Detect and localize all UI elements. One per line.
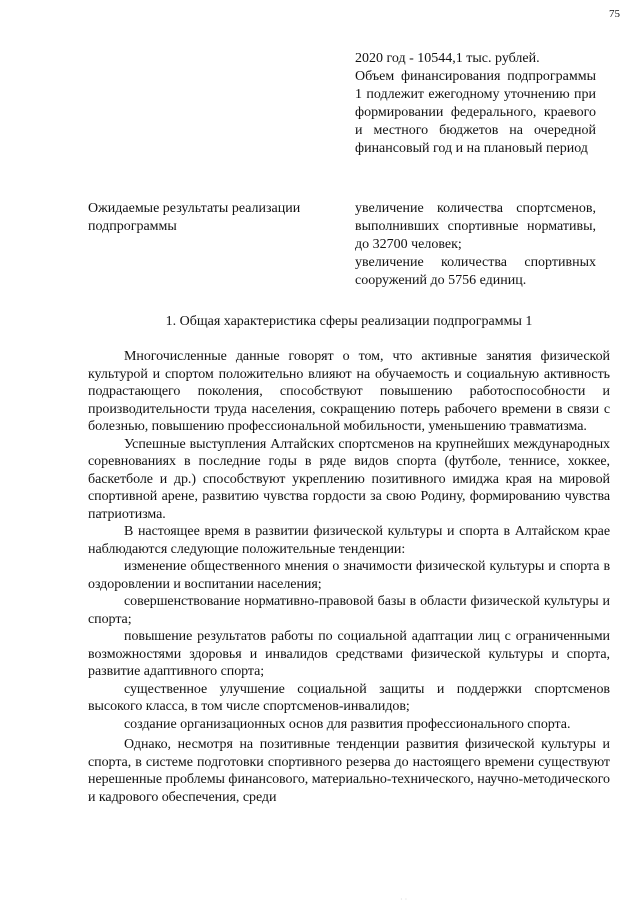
- paragraph: повышение результатов работы по социальной адаптации лиц с ограниченными возможностями здоровья и инвалидов средствами физической культуры и спорта, развитие адаптивного спорта;: [88, 629, 610, 679]
- paragraph: Однако, несмотря на позитивные тенденции развития физической культуры и спорта, в системе подготовки спортивного резерва до настоящего времени существуют нерешенные проблемы финансового, материально-технического, научно-методического и кадрового обеспечения, среди: [88, 737, 610, 805]
- funding-amount-2020: 2020 год - 10544,1 тыс. рублей.: [355, 51, 540, 66]
- funding-note: Объем финансирования подпрограммы 1 подлежит ежегодному уточнению при формировании федерального, краевого и местного бюджетов на очередной финансовый год и на плановый период: [355, 69, 596, 156]
- paragraph: изменение общественного мнения о значимости физической культуры и спорта в оздоровлении и воспитании населения;: [88, 559, 610, 592]
- paragraph: совершенствование нормативно-правовой базы в области физической культуры и спорта;: [88, 594, 610, 627]
- page-number: 75: [609, 8, 620, 20]
- paragraph: Успешные выступления Алтайских спортсменов на крупнейших международных соревнованиях в последние годы в ряде видов спорта (футболе, теннисе, хоккее, баскетболе и др.) способствуют укреплению позитивного имиджа края на мировой спортивной арене, развитию чувства гордости за свою Родину, формированию чувства патриотизма.: [88, 436, 610, 522]
- paragraph: В настоящее время в развитии физической культуры и спорта в Алтайском крае наблюдаются следующие положительные тенденции:: [88, 524, 610, 557]
- expected-results-label: Ожидаемые результаты реализации подпрограммы: [88, 201, 301, 234]
- expected-results-cell: [355, 200, 596, 290]
- paragraph: существенное улучшение социальной защиты и поддержки спортсменов высокого класса, в том числе спортсменов-инвалидов;: [88, 681, 610, 714]
- funding-cell: [355, 50, 596, 158]
- expected-result-item: увеличение количества спортсменов, выполнивших спортивные нормативы, до 32700 человек;: [355, 201, 596, 252]
- paragraph: создание организационных основ для развития профессионального спорта.: [124, 716, 571, 732]
- expected-result-item: увеличение количества спортивных сооружений до 5756 единиц.: [355, 255, 596, 288]
- paragraph: Многочисленные данные говорят о том, что активные занятия физической культурой и спортом положительно влияют на обучаемость и социальную активность подрастающего поколения, способствуют повышению работоспособности и производительности труда населения, сокращению потерь рабочего времени в связи с болезнью, повышению профессиональной мобильности, уменьшению травматизма.: [88, 349, 610, 434]
- body-text: [88, 348, 610, 806]
- scan-artifact: · ·: [400, 895, 408, 904]
- section-heading: 1. Общая характеристика сферы реализации подпрограммы 1: [165, 314, 533, 329]
